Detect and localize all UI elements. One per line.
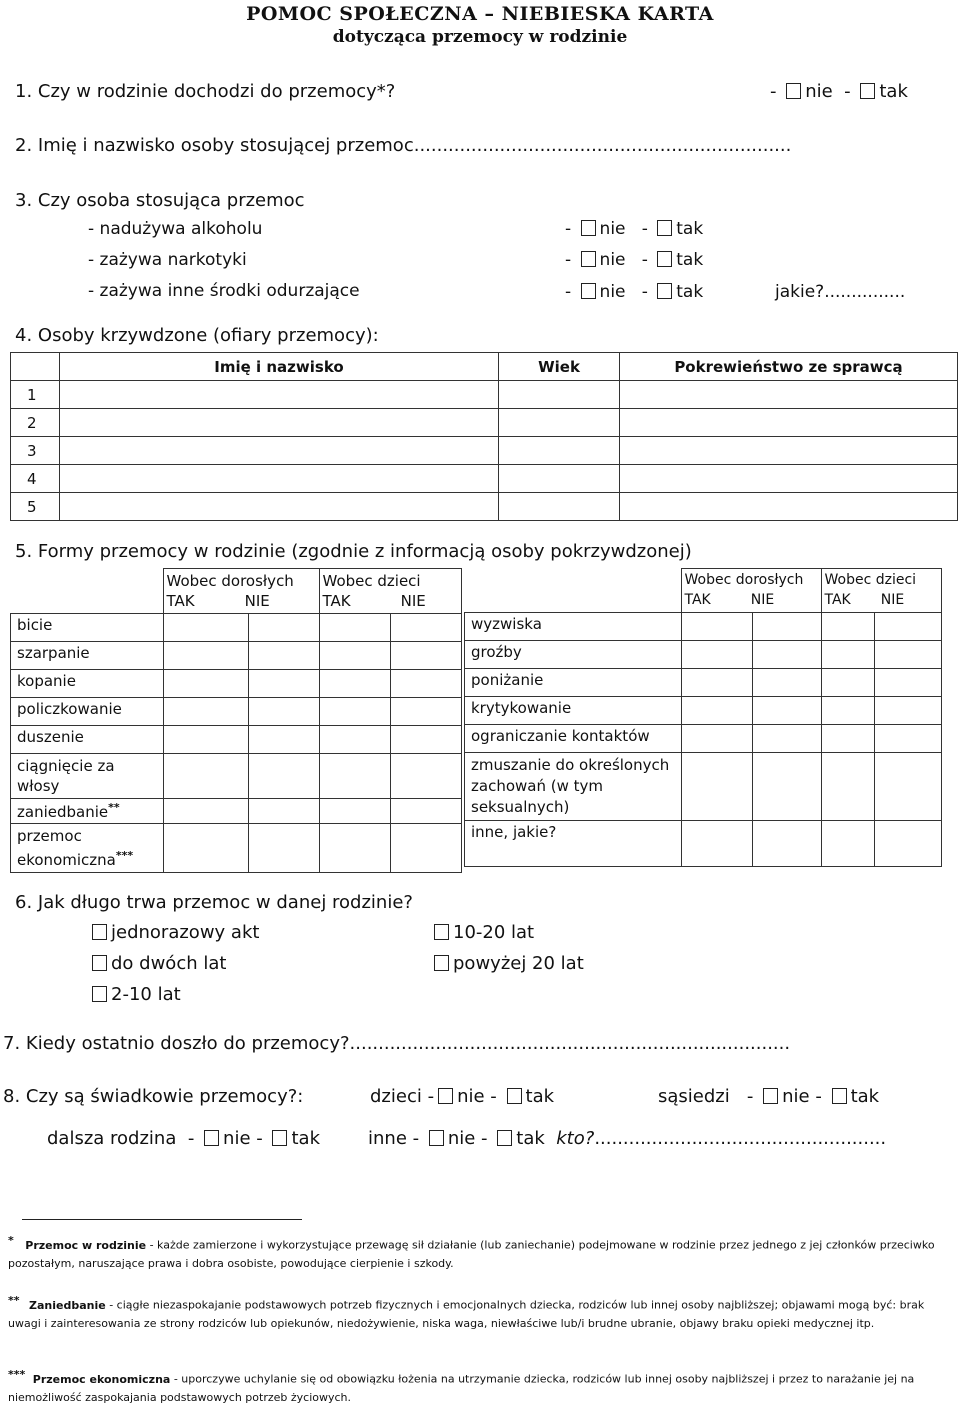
q6-option-10-20: 10-20 lat (430, 922, 534, 943)
footnote-neglect: ** Zaniedbanie - ciągłe niezaspokajanie podstawowych potrzeb fizycznych i emocjonalnych dziecka, rodziców lub innej osoby najbliższej; objawami mogą być: brak uwagi i zainteresowania ze strony rodziców lub opiekunów, niedożywienie, niska waga, niewłaściwe lub/i brudne ubranie, objawy braku opieki medycznej itp. (8, 1294, 925, 1330)
victims-relation-cell[interactable] (620, 409, 958, 437)
q6-two-years-checkbox[interactable] (92, 955, 107, 971)
victims-age-cell[interactable] (499, 493, 620, 521)
q2-text: 2. Imię i nazwisko osoby stosującej przemoc.................................................................. (15, 135, 792, 156)
victims-row-number: 1 (11, 381, 60, 409)
q3-item-alcohol: - nadużywa alkoholu (88, 219, 263, 239)
victims-relation-cell[interactable] (620, 465, 958, 493)
q1-options: - nie - tak (770, 81, 908, 102)
psych-row-label: wyzwiska (465, 613, 682, 641)
form-title: POMOC SPOŁECZNA – NIEBIESKA KARTA (246, 3, 714, 25)
victims-row-number: 4 (11, 465, 60, 493)
q8-other-yes-checkbox[interactable] (497, 1130, 512, 1146)
form-subtitle: dotycząca przemocy w rodzinie (332, 27, 628, 47)
q3-drugs-options: - nie - tak (565, 250, 704, 270)
q3-drugs-no-checkbox[interactable] (581, 251, 596, 267)
victims-age-cell[interactable] (499, 409, 620, 437)
q1-no-checkbox[interactable] (786, 83, 801, 99)
physical-row-label: duszenie (11, 726, 164, 754)
footnote-domestic-violence: * Przemoc w rodzinie - każde zamierzone i wykorzystujące przewagę sił działanie (lub zaniechanie) podejmowane w rodzinie przez jednego z jej członków przeciwko pozostałym, naruszające prawa i dobra osobiste, powodujące cierpienie i szkody. (8, 1234, 935, 1270)
q8-children-yes-checkbox[interactable] (507, 1088, 522, 1104)
q8-neighbors-no-checkbox[interactable] (763, 1088, 778, 1104)
q3-item-drugs: - zażywa narkotyki (88, 250, 247, 270)
victims-age-cell[interactable] (499, 437, 620, 465)
q8-neighbors-yes-checkbox[interactable] (832, 1088, 847, 1104)
q6-option-two-years: do dwóch lat (88, 953, 226, 974)
q3-other-which: jakie?............... (775, 282, 906, 302)
q3-text: 3. Czy osoba stosująca przemoc (15, 190, 305, 211)
victims-row-number: 5 (11, 493, 60, 521)
psych-row-label: krytykowanie (465, 697, 682, 725)
physical-children-header: Wobec dzieci TAK NIE (319, 569, 462, 614)
physical-row-label: ciągnięcie za włosy (11, 754, 164, 799)
q3-other-yes-checkbox[interactable] (657, 283, 672, 299)
psych-row-label: inne, jakie? (465, 821, 682, 867)
psych-adults-header: Wobec dorosłych TAK NIE (681, 569, 821, 613)
victims-name-cell[interactable] (60, 493, 499, 521)
physical-adults-header: Wobec dorosłych TAK NIE (163, 569, 319, 614)
victims-col-relation: Pokrewieństwo ze sprawcą (620, 353, 958, 381)
q5-text: 5. Formy przemocy w rodzinie (zgodnie z informacją osoby pokrzywdzonej) (15, 541, 692, 562)
psych-children-header: Wobec dzieci TAK NIE (821, 569, 942, 613)
psych-row-label: ograniczanie kontaktów (465, 725, 682, 753)
victims-name-cell[interactable] (60, 465, 499, 493)
victims-relation-cell[interactable] (620, 493, 958, 521)
q8-neighbors: sąsiedzi - nie - tak (658, 1086, 880, 1107)
q3-alcohol-yes-checkbox[interactable] (657, 220, 672, 236)
q7-text: 7. Kiedy ostatnio doszło do przemocy?............................................................................. (3, 1033, 791, 1054)
physical-row-label-neglect: zaniedbanie** (11, 799, 164, 824)
physical-row-label: bicie (11, 614, 164, 642)
victims-age-cell[interactable] (499, 465, 620, 493)
q8-children: dzieci - nie - tak (370, 1086, 555, 1107)
q6-text: 6. Jak długo trwa przemoc w danej rodzinie? (15, 892, 413, 913)
q6-over-20-checkbox[interactable] (434, 955, 449, 971)
q1-text: 1. Czy w rodzinie dochodzi do przemocy*? (15, 81, 396, 102)
q8-other: inne - nie - tak kto?................................................... (368, 1128, 887, 1149)
psych-row-label: zmuszanie do określonych zachowań (w tym seksualnych) (465, 753, 682, 821)
q8-children-no-checkbox[interactable] (438, 1088, 453, 1104)
q6-option-over-20: powyżej 20 lat (430, 953, 584, 974)
q3-drugs-yes-checkbox[interactable] (657, 251, 672, 267)
q6-10-20-checkbox[interactable] (434, 924, 449, 940)
victims-name-cell[interactable] (60, 437, 499, 465)
footnote-divider (22, 1219, 302, 1220)
psychological-violence-table (464, 568, 942, 867)
psych-row-label: groźby (465, 641, 682, 669)
q3-item-other: - zażywa inne środki odurzające (88, 281, 360, 301)
victims-name-cell[interactable] (60, 381, 499, 409)
q6-option-2-10: 2-10 lat (88, 984, 181, 1005)
victims-col-age: Wiek (499, 353, 620, 381)
victims-row-number: 2 (11, 409, 60, 437)
q8-family-yes-checkbox[interactable] (272, 1130, 287, 1146)
q4-text: 4. Osoby krzywdzone (ofiary przemocy): (15, 325, 379, 346)
q6-once-checkbox[interactable] (92, 924, 107, 940)
victims-table (10, 352, 958, 521)
q3-other-options: - nie - tak (565, 282, 704, 302)
victims-name-cell[interactable] (60, 409, 499, 437)
q8-family-no-checkbox[interactable] (204, 1130, 219, 1146)
victims-row-number: 3 (11, 437, 60, 465)
physical-row-label: szarpanie (11, 642, 164, 670)
q8-family: dalsza rodzina - nie - tak (47, 1128, 320, 1149)
q3-alcohol-no-checkbox[interactable] (581, 220, 596, 236)
psych-row-label: poniżanie (465, 669, 682, 697)
physical-row-label: policzkowanie (11, 698, 164, 726)
physical-violence-table (10, 568, 462, 873)
q8-other-no-checkbox[interactable] (429, 1130, 444, 1146)
physical-row-label-economic: przemoc ekonomiczna*** (11, 824, 164, 873)
q8-text: 8. Czy są świadkowie przemocy?: (3, 1086, 304, 1107)
q3-other-no-checkbox[interactable] (581, 283, 596, 299)
q6-2-10-checkbox[interactable] (92, 986, 107, 1002)
victims-relation-cell[interactable] (620, 381, 958, 409)
victims-age-cell[interactable] (499, 381, 620, 409)
victims-col-name: Imię i nazwisko (60, 353, 499, 381)
q3-alcohol-options: - nie - tak (565, 219, 704, 239)
footnote-economic-violence: *** Przemoc ekonomiczna - uporczywe uchylanie się od obowiązku łożenia na utrzymanie dziecka, rodziców lub innej osoby najbliższej i przez to narażanie jej na niemożliwość zaspokajania podstawowych potrzeb życiowych. (8, 1368, 915, 1404)
q6-option-once: jednorazowy akt (88, 922, 259, 943)
physical-row-label: kopanie (11, 670, 164, 698)
q1-yes-checkbox[interactable] (860, 83, 875, 99)
victims-relation-cell[interactable] (620, 437, 958, 465)
